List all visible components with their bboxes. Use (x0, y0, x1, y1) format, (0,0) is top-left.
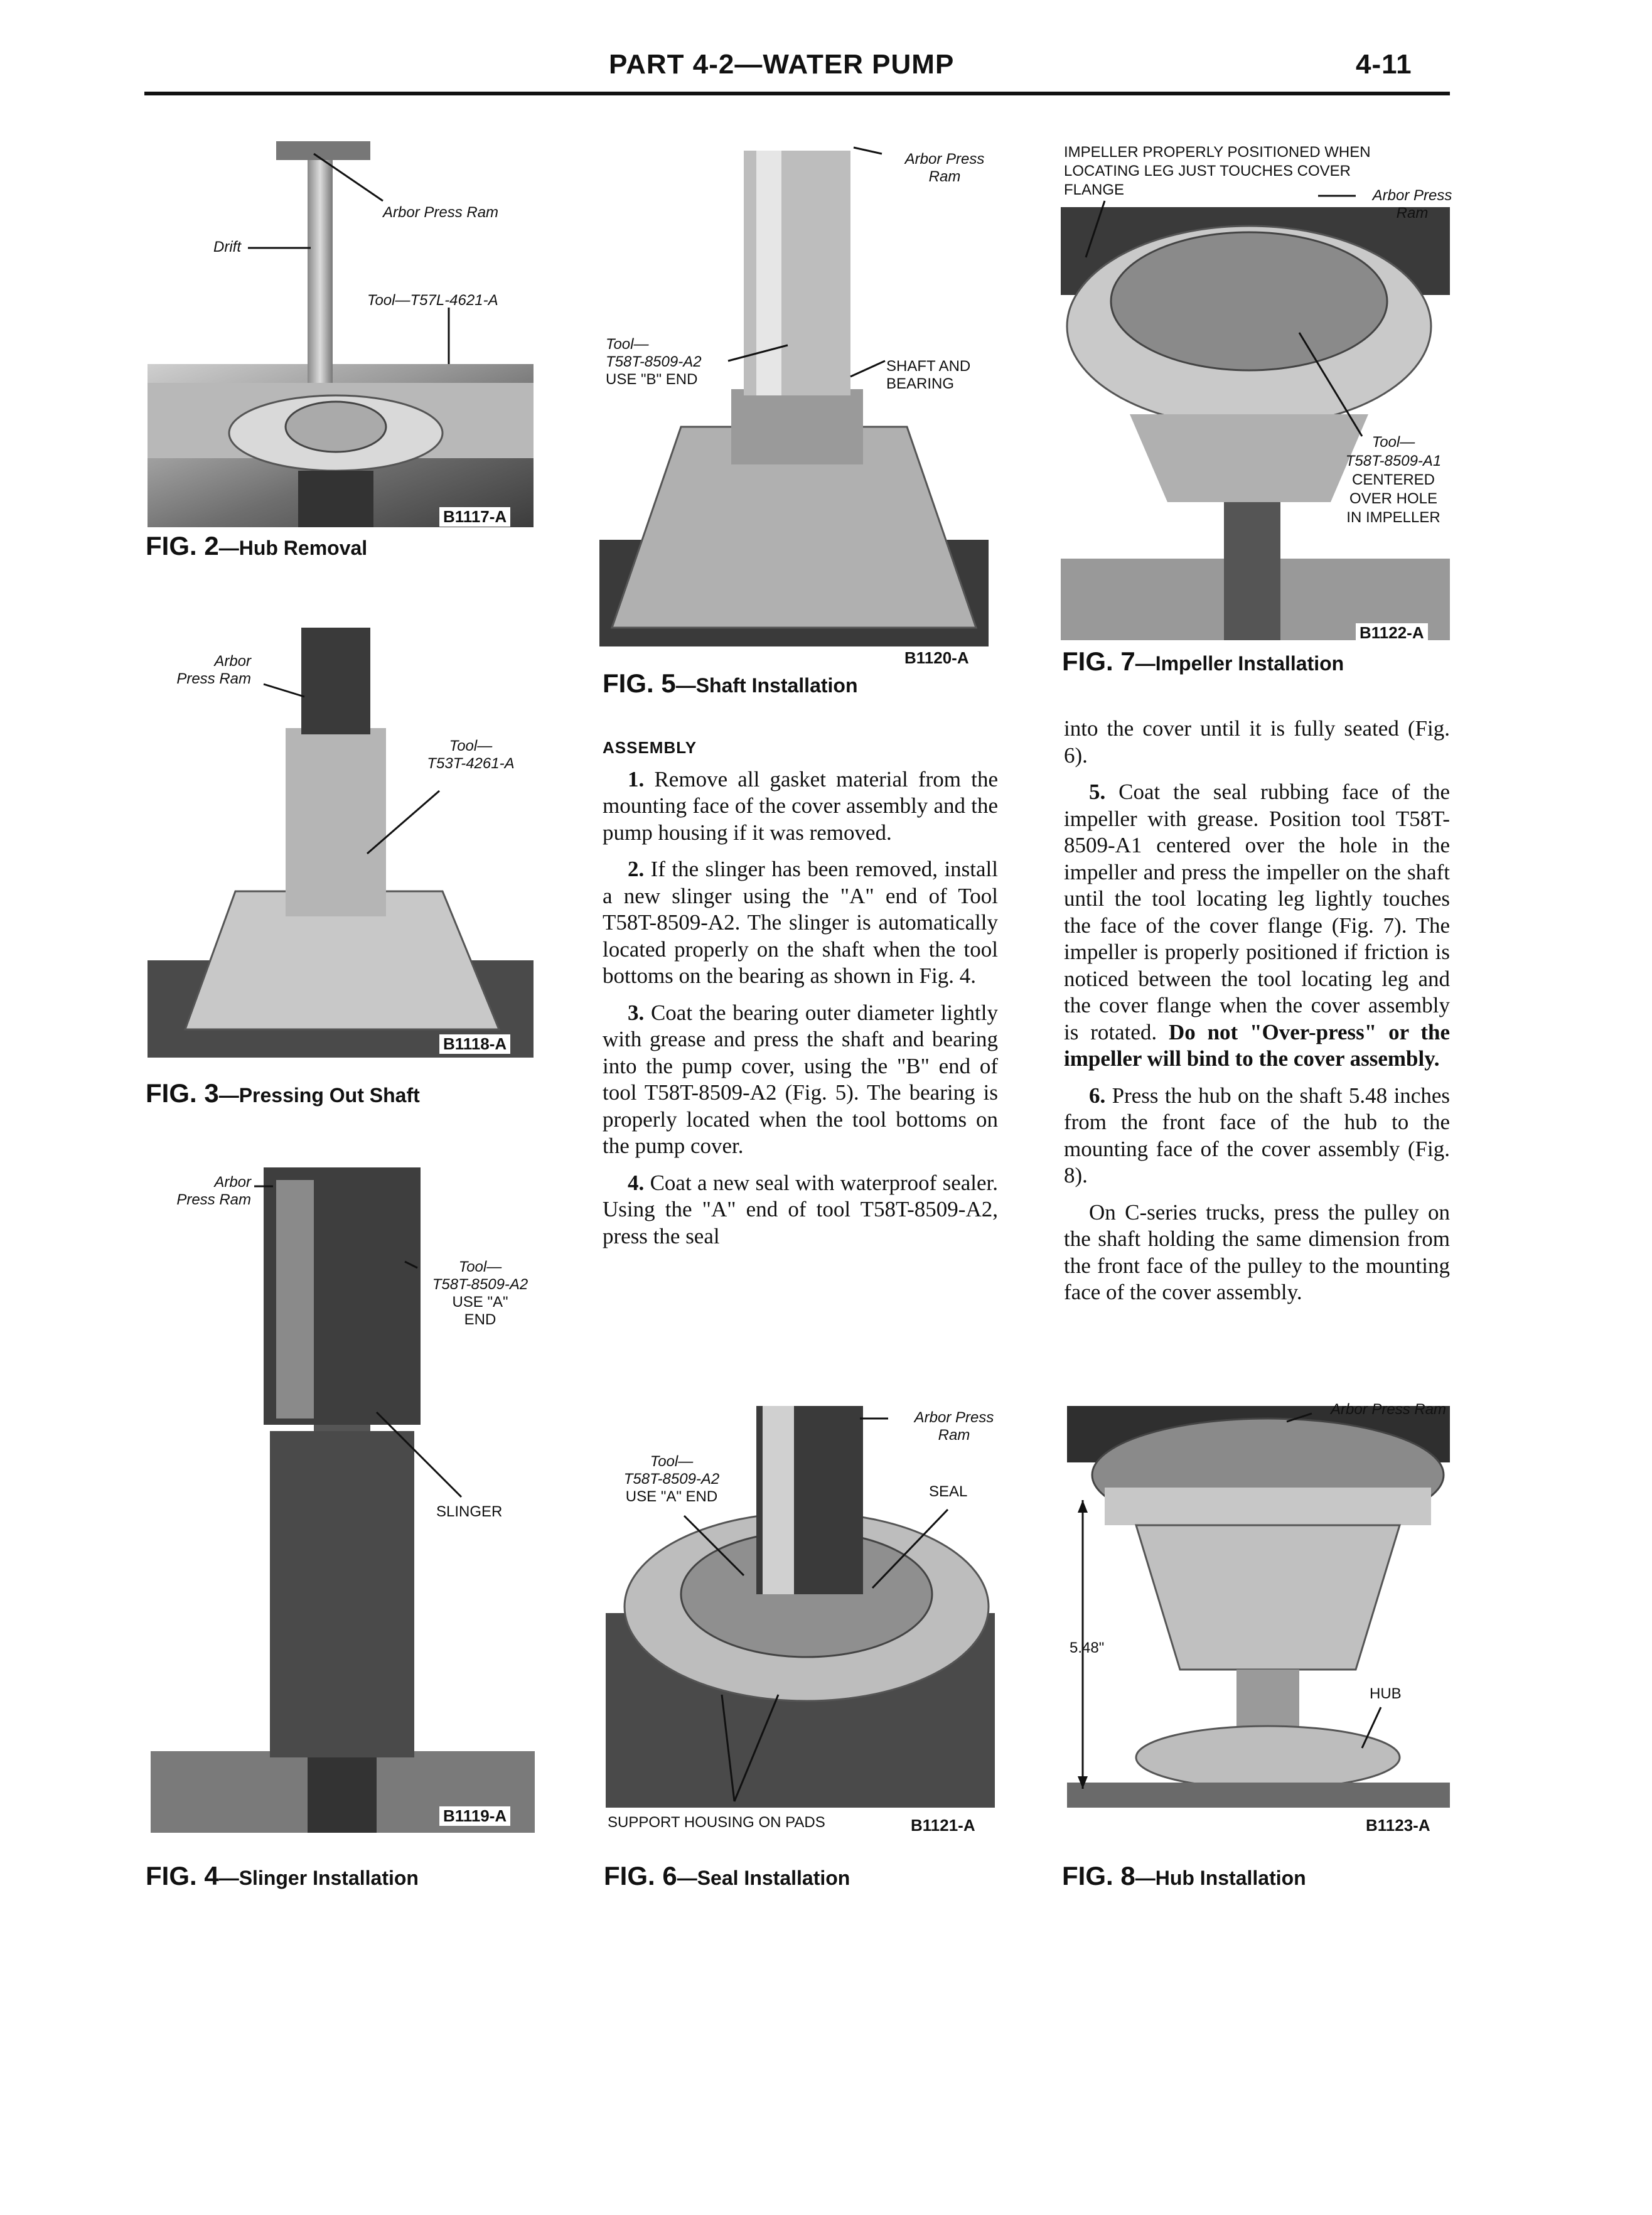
c-series-note: On C-series trucks, press the pulley on the shaft holding the same dimension from the front face of the pulley to the mounting face of the cover assembly. (1064, 1199, 1450, 1304)
fig7-caption-text: —Impeller Installation (1135, 652, 1344, 675)
fig8-code: B1123-A (1362, 1816, 1434, 1835)
fig3-caption (146, 1078, 420, 1108)
fig7-callout-tool-line5: IN IMPELLER (1346, 509, 1440, 526)
fig3-callout-arbor-line1: Arbor (214, 653, 251, 670)
fig8-callout-dim: 5.48" (1067, 1639, 1107, 1657)
page-header-title: PART 4-2—WATER PUMP (609, 49, 955, 80)
fig5-callout-tool (606, 336, 702, 389)
fig4-callout-arbor-line1: Arbor (214, 1174, 251, 1191)
step-3-text: Coat the bearing outer diameter lightly with grease and press the shaft and bearing into the pump cover, using the "B" end of tool T58T-8509-A2 (Fig. 5). The bearing is properly located when the tool bottoms on the pump cover. (603, 1000, 998, 1158)
fig2-leaders (213, 151, 540, 377)
fig8-caption (1062, 1861, 1306, 1891)
fig3-callout-arbor-line2: Press Ram (176, 670, 251, 687)
fig6-callout-tool-line2: T58T-8509-A2 (623, 1471, 720, 1488)
fig6-callout-support: SUPPORT HOUSING ON PADS (608, 1814, 825, 1831)
fig5-callout-arbor-line2: Ram (928, 168, 961, 185)
step-4-number: 4. (628, 1170, 645, 1195)
fig4-callout-slinger: SLINGER (436, 1503, 503, 1520)
step-4 (603, 1170, 998, 1250)
fig8-callout-hub: HUB (1367, 1685, 1404, 1703)
fig4-label: FIG. 4 (146, 1861, 219, 1891)
fig2-callout-drift: Drift (213, 239, 241, 255)
fig5-callout-tool-line3: USE "B" END (606, 371, 698, 388)
fig7-code: B1122-A (1356, 623, 1428, 643)
fig7-label: FIG. 7 (1062, 646, 1135, 676)
fig5-callout-arbor-line1: Arbor Press (904, 151, 985, 168)
fig4-callout-arbor-line2: Press Ram (176, 1191, 251, 1208)
step-2-text: If the slinger has been removed, install a new slinger using the "A" end of Tool T58T-8509-A2. The slinger is automatically located properly on the shaft when the tool bottoms on the bearing as shown in Fig. 4. (603, 857, 998, 988)
section-heading-assembly: ASSEMBLY (603, 738, 697, 757)
fig4-code: B1119-A (439, 1806, 510, 1826)
fig2-callout-arbor: Arbor Press Ram (383, 204, 499, 221)
fig3-caption-text: —Pressing Out Shaft (218, 1084, 420, 1107)
fig2-photo (148, 364, 534, 527)
page-number: 4-11 (1356, 49, 1412, 80)
step-1-text: Remove all gasket material from the mounting face of the cover assembly and the pump housing if it was removed. (603, 766, 998, 845)
fig3-callout-arbor (144, 653, 251, 688)
step-3-number: 3. (628, 1000, 645, 1025)
fig2-code: B1117-A (439, 507, 510, 527)
step-2-number: 2. (628, 857, 645, 881)
step-4-text: Coat a new seal with waterproof sealer. Using the "A" end of tool T58T-8509-A2, press the seal (603, 1170, 998, 1248)
fig7-callout-tool-line3: CENTERED (1351, 471, 1435, 488)
fig5-leaders (703, 144, 891, 383)
fig5-callout-shaft (886, 358, 970, 393)
step-6-text: Press the hub on the shaft 5.48 inches from the front face of the hub to the mounting face of the cover assembly (Fig. 8). (1064, 1083, 1450, 1188)
step-5-warning: Do not "Over-press" or the impeller will bind to the cover assembly. (1064, 1019, 1450, 1071)
step-6-number: 6. (1089, 1083, 1106, 1108)
step-1 (603, 766, 998, 847)
fig8-leaders (1067, 1406, 1450, 1808)
step-6 (1064, 1083, 1450, 1189)
step-2 (603, 856, 998, 990)
fig6-callout-seal: SEAL (929, 1483, 968, 1500)
step-5-text: Coat the seal rubbing face of the impeller with grease. Position tool T58T-8509-A1 centered over the hole in the impeller and press the impeller on the shaft until the tool locating leg lightly touches the face of the cover flange (Fig. 7). The impeller is properly positioned if friction is noticed between the tool locating leg and the cover flange when the cover assembly is rotated. (1064, 780, 1450, 1044)
fig5-callout-shaft-line2: BEARING (886, 375, 955, 392)
text-column-right (1064, 716, 1450, 1306)
fig7-callout-tool-line1: Tool— (1371, 434, 1415, 451)
fig8-label: FIG. 8 (1062, 1861, 1135, 1891)
fig4-caption (146, 1861, 419, 1891)
fig5-callout-arbor (882, 151, 1007, 186)
fig6-leaders (672, 1406, 967, 1814)
fig4-callout-tool-line2: T58T-8509-A2 (432, 1276, 528, 1293)
step-1-number: 1. (628, 766, 645, 791)
fig3-label: FIG. 3 (146, 1078, 219, 1108)
fig4-callout-tool-line1: Tool— (458, 1258, 502, 1275)
fig6-caption (604, 1861, 850, 1891)
text-column-middle (603, 734, 998, 1250)
fig6-callout-tool-line3: USE "A" END (625, 1488, 718, 1505)
fig6-label: FIG. 6 (604, 1861, 677, 1891)
fig2-label: FIG. 2 (146, 531, 219, 560)
step-3 (603, 1000, 998, 1160)
fig7-callout-arbor-line1: Arbor Press (1372, 187, 1452, 204)
header-rule (144, 92, 1450, 95)
fig5-caption (603, 668, 858, 699)
fig3-callout-tool-line1: Tool— (449, 737, 493, 754)
fig7-leaders (1067, 188, 1444, 439)
fig5-callout-shaft-line1: SHAFT AND (886, 358, 971, 375)
fig5-callout-tool-line2: T58T-8509-A2 (606, 353, 702, 370)
fig2-caption (146, 531, 367, 561)
fig4-callout-tool-line3: USE "A" (452, 1294, 508, 1311)
fig6-caption-text: —Seal Installation (677, 1867, 850, 1889)
fig7-callout-tool-line4: OVER HOLE (1349, 490, 1438, 507)
fig6-callout-tool-line1: Tool— (650, 1453, 694, 1470)
fig8-callout-arbor: Arbor Press Ram (1331, 1401, 1447, 1418)
fig4-leaders (251, 1174, 477, 1513)
fig6-callout-arbor-line2: Ram (938, 1427, 970, 1444)
step-5-number: 5. (1089, 780, 1106, 804)
fig5-caption-text: —Shaft Installation (675, 674, 858, 697)
fig7-callout-arbor-line2: Ram (1396, 205, 1429, 222)
fig8-caption-text: —Hub Installation (1135, 1867, 1306, 1889)
step-4-continued: into the cover until it is fully seated (Fig. 6). (1064, 716, 1450, 768)
fig2-callout-tool: Tool—T57L-4621-A (367, 292, 498, 309)
fig5-callout-tool-line1: Tool— (606, 336, 649, 353)
step-5 (1064, 779, 1450, 1073)
fig3-code: B1118-A (439, 1034, 510, 1054)
fig5-code: B1120-A (901, 648, 973, 668)
fig4-callout-tool-line4: END (464, 1311, 496, 1328)
fig2-illustration (148, 364, 534, 527)
fig7-callout-tool (1324, 433, 1462, 527)
fig2-caption-text: —Hub Removal (218, 537, 368, 559)
fig3-leaders (251, 672, 452, 860)
fig4-callout-arbor (144, 1174, 251, 1209)
fig7-callout-top-line1: IMPELLER PROPERLY POSITIONED WHEN (1064, 144, 1371, 161)
fig3-callout-tool-line2: T53T-4261-A (427, 755, 515, 772)
fig7-caption (1062, 646, 1344, 677)
fig7-callout-top-line3: FLANGE (1064, 181, 1125, 198)
fig7-callout-top-line2: LOCATING LEG JUST TOUCHES COVER (1064, 163, 1351, 180)
fig6-code: B1121-A (907, 1816, 979, 1835)
fig5-label: FIG. 5 (603, 668, 676, 698)
fig4-caption-text: —Slinger Installation (218, 1867, 419, 1889)
fig6-callout-arbor-line1: Arbor Press (914, 1409, 994, 1426)
fig7-callout-tool-line2: T58T-8509-A1 (1345, 453, 1442, 469)
